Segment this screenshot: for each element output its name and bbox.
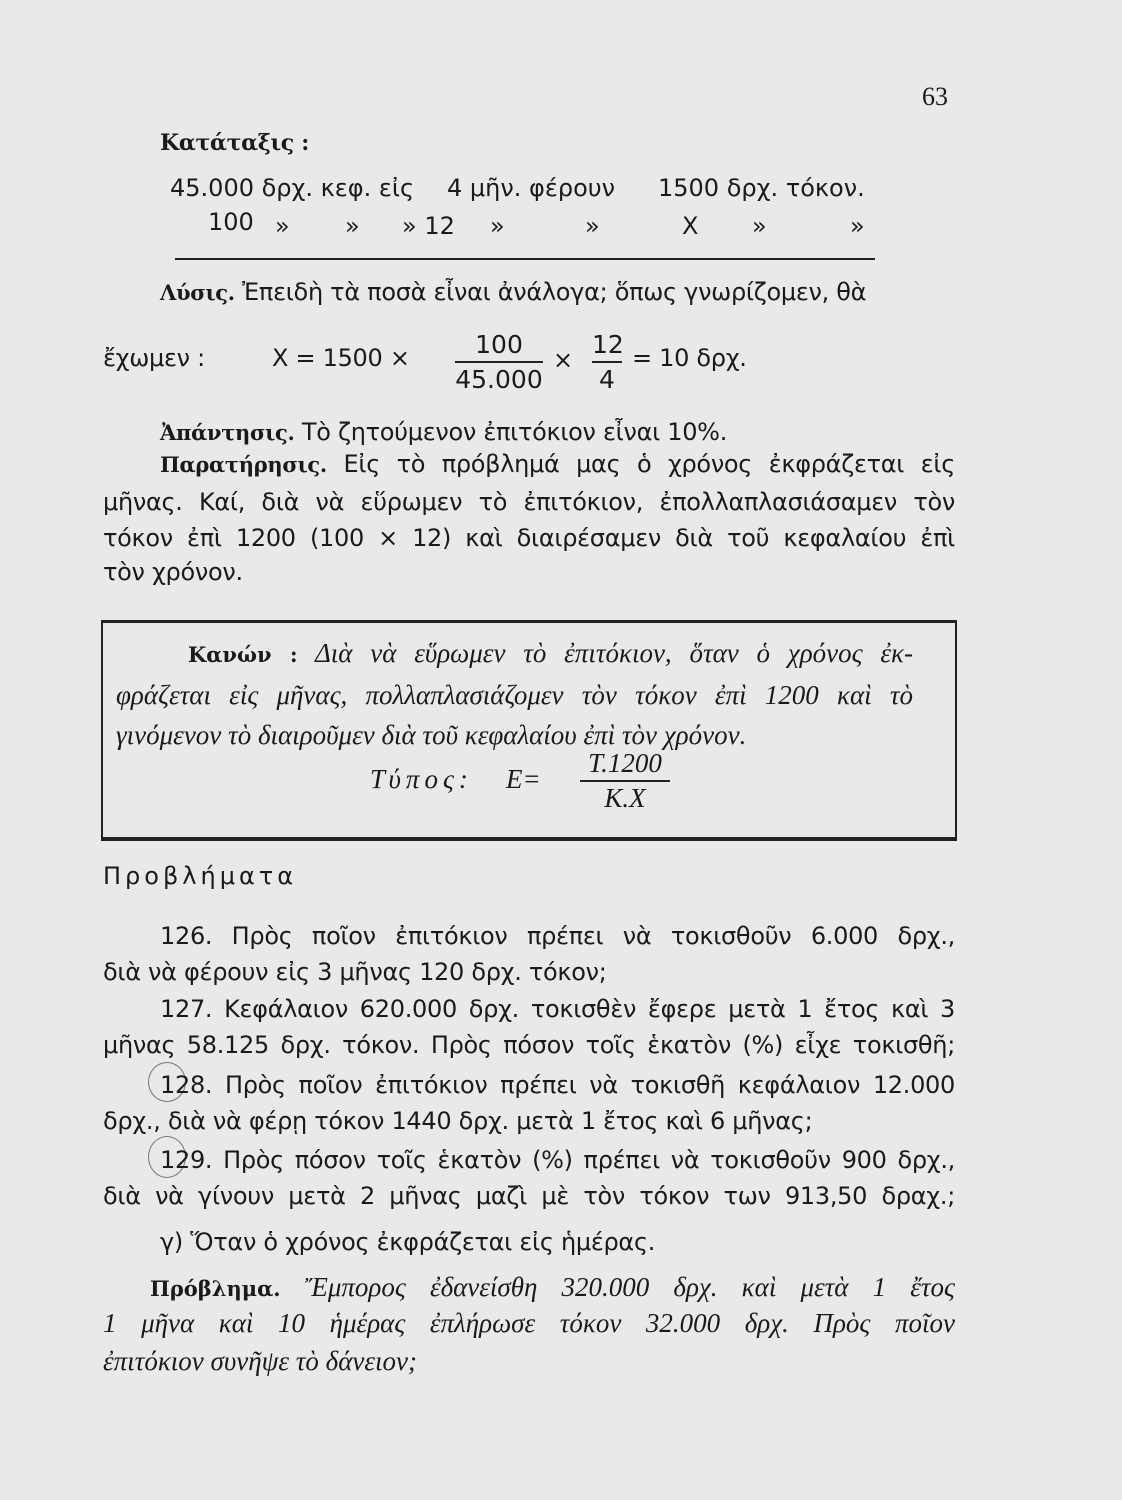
- solution-text: Ἐπειδὴ τὰ ποσὰ εἶναι ἀνάλογα; ὅπως γνωρίζομεν, θὰ: [242, 278, 867, 306]
- answer-text: Τὸ ζητούμενον ἐπιτόκιον εἶναι 10%.: [301, 418, 728, 446]
- remark-text: Εἰς τὸ πρόβλημά μας ὁ χρόνος ἐκφράζεται εἰς: [343, 450, 955, 478]
- fraction-100-45000: [455, 330, 543, 394]
- remark-line: τὸν χρόνον.: [103, 558, 243, 586]
- formula-lhs: E=: [506, 764, 541, 794]
- classification-row2-cell: » 12: [402, 212, 455, 240]
- classification-row2-cell: »: [275, 212, 290, 240]
- fraction-numerator: T.1200: [588, 748, 662, 778]
- problems-heading: Προβλήματα: [103, 862, 298, 890]
- formula-lead: ἔχωμεν :: [103, 344, 205, 372]
- fraction-numerator: 100: [475, 330, 523, 359]
- example-problem-text: Ἔμπορος ἐδανείσθη 320.000 δρχ. καὶ μετὰ 1 ἔτος: [304, 1272, 955, 1302]
- remark-line: τόκον ἐπὶ 1200 (100 × 12) καὶ διαιρέσαμεν διὰ τοῦ κεφαλαίου ἐπὶ: [103, 524, 955, 552]
- problem-item-127: 127. Κεφάλαιον 620.000 δρχ. τοκισθὲν ἔφερε μετὰ 1 ἔτος καὶ 3: [160, 995, 955, 1023]
- times-sign: ×: [553, 346, 573, 374]
- example-problem-line: [150, 1272, 955, 1303]
- classification-row1-b: 4 μῆν. φέρουν: [447, 174, 616, 202]
- classification-row1-c: 1500 δρχ. τόκον.: [658, 174, 865, 202]
- classification-row2-cell: »: [850, 212, 865, 240]
- example-problem-line: ἐπιτόκιον συνῆψε τὸ δάνειον;: [103, 1346, 418, 1376]
- remark-label: Παρατήρησις.: [160, 452, 327, 477]
- page-number: 63: [922, 82, 948, 111]
- rule-line: γινόμενον τὸ διαιροῦμεν διὰ τοῦ κεφαλαίου ἐπὶ τὸν χρόνον.: [116, 720, 747, 750]
- problem-item-129: 129. Πρὸς πόσον τοῖς ἑκατὸν (%) πρέπει νὰ τοκισθοῦν 900 δρχ.,: [160, 1146, 955, 1174]
- classification-row2-cell: 100: [208, 208, 254, 236]
- rule-line: φράζεται εἰς μῆνας, πολλαπλασιάζομεν τὸν τόκον ἐπὶ 1200 καὶ τὸ: [116, 680, 913, 710]
- problem-item-128: 128. Πρὸς ποῖον ἐπιτόκιον πρέπει νὰ τοκισθῆ κεφάλαιον 12.000: [160, 1071, 955, 1099]
- rule-text: Διὰ νὰ εὕρωμεν τὸ ἐπιτόκιον, ὅταν ὁ χρόνος ἐκ-: [314, 638, 913, 668]
- problem-item-128-cont: δρχ., διὰ νὰ φέρῃ τόκον 1440 δρχ. μετὰ 1 ἔτος καὶ 6 μῆνας;: [103, 1107, 813, 1135]
- solution-line: [160, 278, 955, 306]
- classification-row2-cell: »: [345, 212, 360, 240]
- example-problem-line: 1 μῆνα καὶ 10 ἡμέρας ἐπλήρωσε τόκον 32.000 δρχ. Πρὸς ποῖον: [103, 1308, 955, 1338]
- formula-result: = 10 δρχ.: [632, 344, 747, 372]
- rule-label: Κανών :: [188, 642, 298, 667]
- rule-fraction: [580, 748, 670, 814]
- problem-item-129-cont: διὰ νὰ γίνουν μετὰ 2 μῆνας μαζὶ μὲ τὸν τόκον των 913,50 δραχ.;: [103, 1182, 955, 1210]
- rule-line: [188, 638, 913, 669]
- remark-line: μῆνας. Καί, διὰ νὰ εὕρωμεν τὸ ἐπιτόκιον, ἐπολλαπλασιάσαμεν τὸν: [103, 488, 955, 516]
- answer-label: Ἀπάντησις.: [160, 420, 295, 445]
- problem-item-127-cont: μῆνας 58.125 δρχ. τόκον. Πρὸς πόσον τοῖς ἑκατὸν (%) εἶχε τοκισθῆ;: [103, 1031, 955, 1059]
- problem-item-126-cont: διὰ νὰ φέρουν εἰς 3 μῆνας 120 δρχ. τόκον;: [103, 958, 607, 986]
- section-c-heading: γ) Ὅταν ὁ χρόνος ἐκφράζεται εἰς ἡμέρας.: [160, 1228, 656, 1256]
- fraction-numerator: 12: [592, 330, 624, 359]
- problem-item-126: 126. Πρὸς ποῖον ἐπιτόκιον πρέπει νὰ τοκισθοῦν 6.000 δρχ.,: [160, 922, 955, 950]
- answer-line: [160, 418, 727, 446]
- fraction-denominator: K.X: [604, 782, 646, 813]
- remark-line: [160, 450, 955, 478]
- fraction-12-4: [592, 330, 622, 394]
- classification-row2-cell: »: [490, 212, 505, 240]
- classification-row1-a: 45.000 δρχ. κεφ. εἰς: [170, 174, 415, 202]
- example-problem-label: Πρόβλημα.: [150, 1276, 281, 1301]
- formula-label: Τύπος:: [370, 764, 473, 794]
- formula-lhs: X = 1500 ×: [272, 344, 410, 372]
- classification-row2-cell: »: [585, 212, 600, 240]
- fraction-denominator: 4: [599, 364, 615, 394]
- classification-row2-cell: X: [682, 212, 699, 240]
- solution-label: Λύσις.: [160, 280, 235, 305]
- classification-heading: Κατάταξις :: [160, 130, 310, 156]
- classification-row2-cell: »: [752, 212, 767, 240]
- fraction-denominator: 45.000: [455, 364, 543, 394]
- divider-line: [175, 258, 875, 260]
